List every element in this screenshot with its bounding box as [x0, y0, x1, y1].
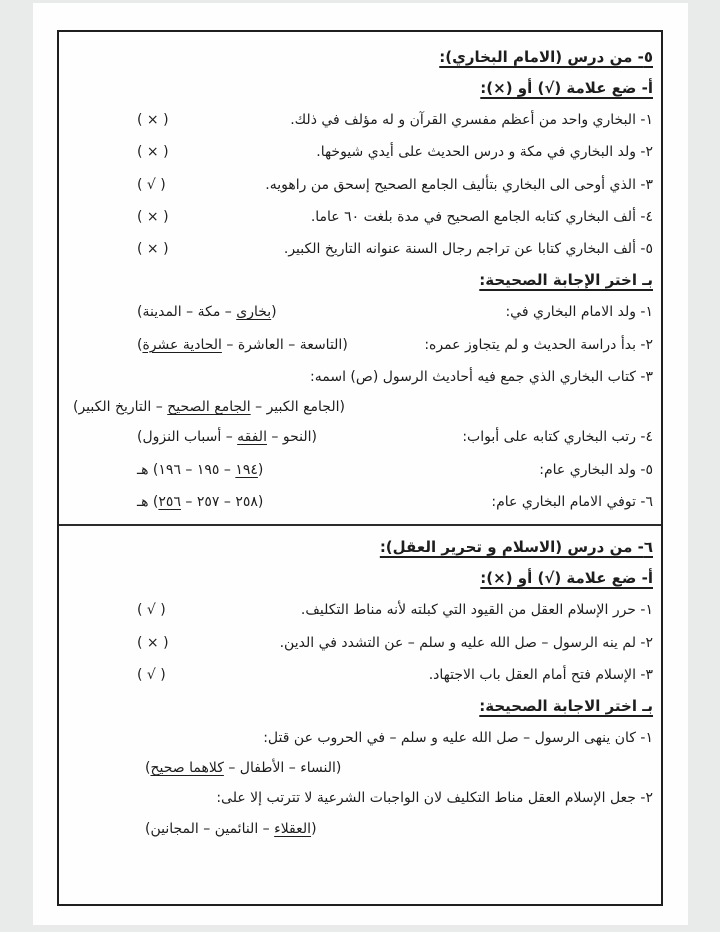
question-row [67, 302, 653, 322]
answer-before: (النساء – الأطفال – [223, 760, 342, 777]
mark-value: ( × ) [137, 634, 169, 651]
answer-before: (٢٥٨ – ٢٥٧ – [180, 493, 264, 510]
statement-text: ٢- لم ينه الرسول – صل الله عليه و سلم – عن التشدد في الدين. [279, 634, 653, 651]
statement-row [67, 665, 653, 685]
answer-correct-underlined: ١٩٤ [235, 461, 258, 478]
answer-after: – التاريخ الكبير) [73, 399, 168, 416]
statement-row [67, 239, 653, 259]
question-row [67, 788, 653, 808]
mark-value: ( × ) [137, 144, 169, 161]
document-frame [57, 30, 663, 906]
answer-line [67, 821, 653, 837]
answer-after: – أسباب النزول) [137, 429, 238, 446]
statement-row [67, 207, 653, 227]
section6-part-b-title-text: بـ اختر الاجابة الصحيحة: [479, 697, 653, 716]
answer-before: (الجامع الكبير – [250, 399, 345, 416]
answer-correct-underlined: ٢٥٦ [158, 493, 181, 510]
statement-row [67, 175, 653, 195]
answer-correct-underlined: العقلاء [274, 820, 312, 837]
statement-text: ٣- الذي أوحى الى البخاري بتأليف الجامع الصحيح إسحق من راهويه. [265, 176, 653, 193]
section6-part-a-title [67, 569, 653, 587]
question-text: ٤- رتب البخاري كتابه على أبواب: [462, 429, 653, 446]
answer-before: (التاسعة – العاشرة – [221, 336, 348, 353]
question-text: ٢- جعل الإسلام العقل مناط التكليف لان الواجبات الشرعية لا تترتب إلا على: [216, 790, 653, 807]
section6-title-text: ٦- من درس (الاسلام و تحرير العقل): [379, 538, 653, 557]
statement-text: ١- حرر الإسلام العقل من القيود التي كبلته لأنه مناط التكليف. [300, 602, 653, 619]
section5-title-text: ٥- من درس (الامام البخاري): [439, 48, 653, 66]
answer-before: ( [271, 304, 277, 321]
question-text: ٦- توفي الامام البخاري عام: [491, 493, 653, 510]
section5-part-a-title-text: أ- ضع علامة (√) أو (×): [480, 79, 653, 97]
answer-after: ) هـ [137, 493, 159, 510]
statement-row [67, 600, 653, 620]
question-text: ٣- كتاب البخاري الذي جمع فيه أحاديث الرسول (ص) اسمه: [310, 369, 653, 386]
answer-options [145, 821, 317, 837]
mark-value: ( √ ) [137, 666, 166, 683]
section5-part-b-title [67, 271, 653, 289]
question-row [67, 427, 653, 447]
answer-before: ( [311, 820, 317, 837]
section5-title [67, 48, 653, 66]
answer-correct-underlined: بخارى [236, 304, 272, 321]
question-row [67, 335, 653, 355]
document-page [33, 3, 688, 925]
question-text: ١- كان ينهى الرسول – صل الله عليه و سلم – في الحروب عن قتل: [263, 730, 653, 747]
question-text: ٥- ولد البخاري عام: [539, 461, 653, 478]
answer-options [137, 335, 348, 355]
question-row [67, 492, 653, 512]
answer-correct-underlined: كلاهما صحيح [150, 760, 224, 777]
answer-options [137, 302, 277, 322]
mark-value: ( √ ) [137, 176, 166, 193]
statement-text: ٥- ألف البخاري كتابا عن تراجم رجال السنة عنوانه التاريخ الكبير. [283, 241, 653, 258]
answer-options [137, 427, 317, 447]
answer-options [145, 760, 341, 776]
answer-line [67, 399, 653, 415]
question-row [67, 728, 653, 748]
mark-value: ( × ) [137, 208, 169, 225]
answer-after: – مكة – المدينة) [137, 304, 237, 321]
answer-after: ) [145, 760, 151, 777]
answer-before: ( [257, 461, 264, 478]
answer-correct-underlined: الجامع الصحيح [167, 399, 251, 416]
section6-title [67, 538, 653, 556]
mark-value: ( × ) [137, 241, 169, 258]
answer-correct-underlined: الحادية عشرة [142, 336, 222, 353]
section5-part-a-title [67, 79, 653, 97]
answer-after: ) [137, 336, 143, 353]
question-text: ١- ولد الامام البخاري في: [505, 304, 653, 321]
answer-options [73, 399, 345, 415]
statement-row [67, 142, 653, 162]
answer-after: – ١٩٥ – ١٩٦) هـ [137, 461, 236, 478]
section6-part-b-title [67, 697, 653, 715]
answer-options [137, 460, 263, 480]
section5-part-b-title-text: بـ اختر الإجابة الصحيحة: [479, 271, 653, 290]
statement-text: ٣- الإسلام فتح أمام العقل باب الاجتهاد. [428, 666, 653, 683]
answer-line [67, 760, 653, 776]
section-divider [59, 524, 661, 526]
question-row [67, 460, 653, 480]
statement-text: ١- البخاري واحد من أعظم مفسري القرآن و له مؤلف في ذلك. [290, 112, 653, 128]
question-row [67, 367, 653, 387]
answer-after: – النائمين – المجانين) [145, 820, 275, 837]
answer-options [137, 492, 263, 512]
statement-text: ٤- ألف البخاري كتابه الجامع الصحيح في مدة بلغت ٦٠ عاما. [310, 208, 653, 225]
question-text: ٢- بدأ دراسة الحديث و لم يتجاوز عمره: [424, 336, 653, 353]
mark-value: ( × ) [137, 112, 169, 128]
section6-part-a-title-text: أ- ضع علامة (√) أو (×): [480, 569, 653, 588]
answer-correct-underlined: الفقه [237, 429, 267, 446]
answer-before: (النحو – [266, 429, 317, 446]
statement-row [67, 633, 653, 653]
mark-value: ( √ ) [137, 602, 166, 619]
statement-row [67, 110, 653, 130]
statement-text: ٢- ولد البخاري في مكة و درس الحديث على أيدي شيوخها. [316, 144, 653, 161]
